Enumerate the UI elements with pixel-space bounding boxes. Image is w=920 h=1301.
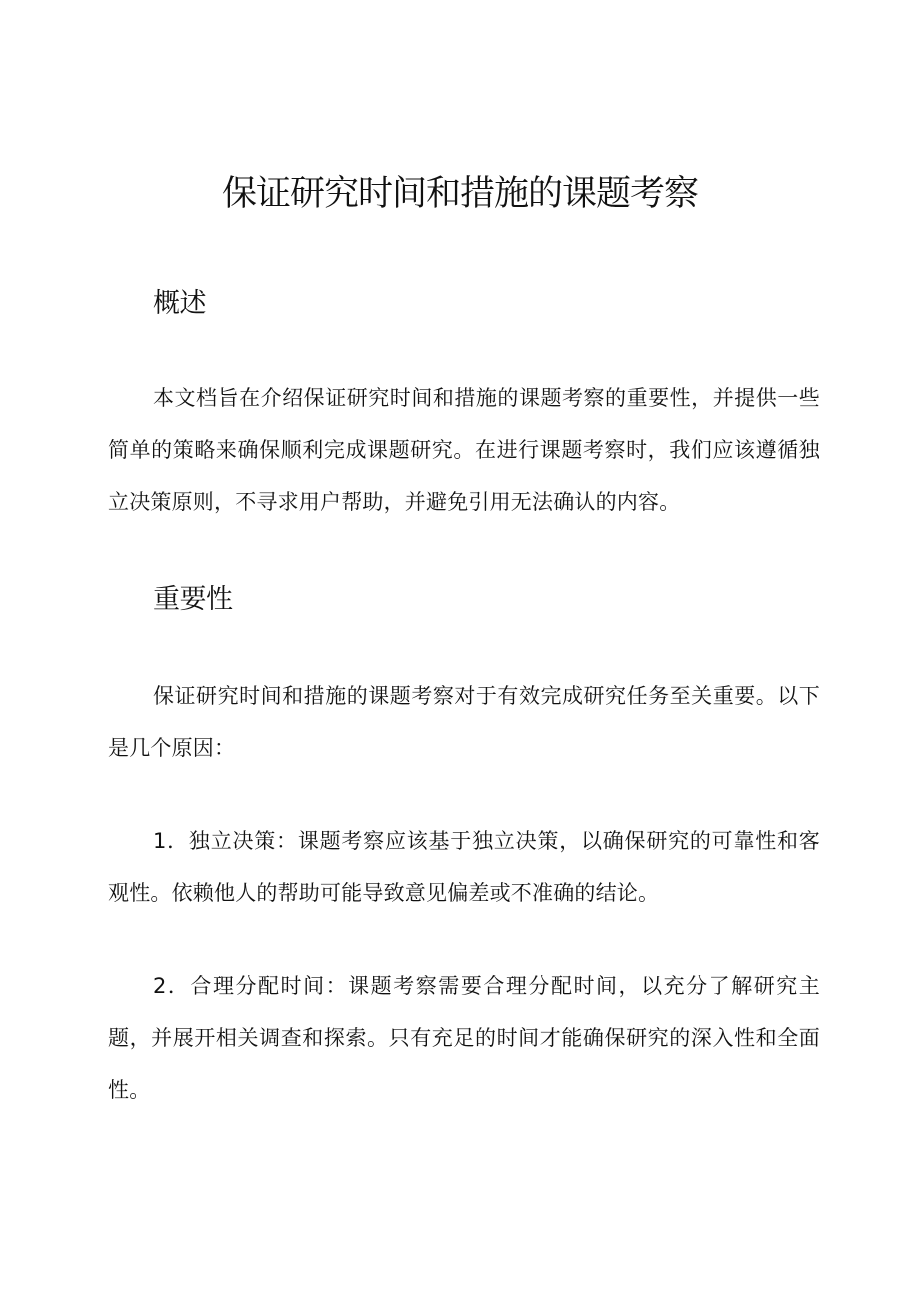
section-heading-importance: 重要性 xyxy=(153,584,233,615)
paragraph-importance-intro: 保证研究时间和措施的课题考察对于有效完成研究任务至关重要。以下是几个原因： xyxy=(108,684,820,760)
list-item-time-allocation: 2．合理分配时间：课题考察需要合理分配时间，以充分了解研究主题，并展开相关调查和探索。只有充足的时间才能确保研究的深入性和全面性。 xyxy=(108,974,820,1102)
paragraph-overview: 本文档旨在介绍保证研究时间和措施的课题考察的重要性，并提供一些简单的策略来确保顺利完成课题研究。在进行课题考察时，我们应该遵循独立决策原则，不寻求用户帮助，并避免引用无法确认的内容。 xyxy=(108,386,820,514)
list-item-independent-decision: 1．独立决策：课题考察应该基于独立决策，以确保研究的可靠性和客观性。依赖他人的帮助可能导致意见偏差或不准确的结论。 xyxy=(108,829,820,905)
document-title: 保证研究时间和措施的课题考察 xyxy=(221,174,698,214)
section-heading-overview: 概述 xyxy=(153,288,206,319)
